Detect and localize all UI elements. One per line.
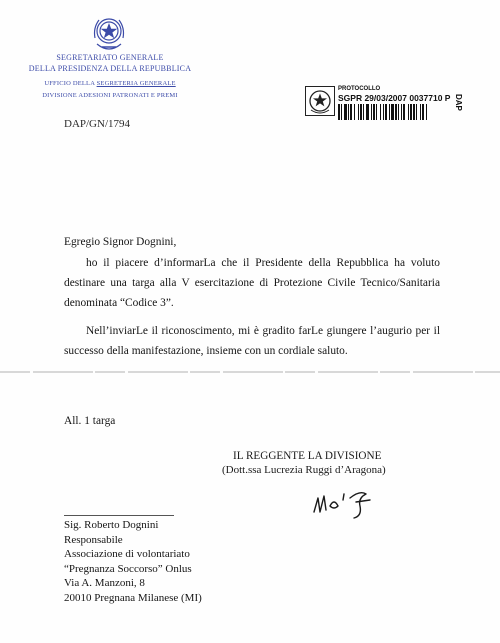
stamp-side-label: DAP [454, 94, 463, 111]
recipient-line: Via A. Manzoni, 8 [64, 577, 145, 590]
italian-republic-emblem-icon [91, 14, 127, 54]
recipient-line: Responsabile [64, 533, 123, 546]
attachment-note: All. 1 targa [64, 415, 116, 427]
divider-line [64, 515, 174, 516]
protocol-stamp [305, 84, 477, 124]
recipient-address [64, 518, 202, 606]
recipient-line: Sig. Roberto Dognini [64, 519, 159, 531]
letterhead-office-underlined: SEGRETERIA GENERALE [96, 80, 176, 87]
letterhead-office-label: UFFICIO DELLA [44, 80, 97, 87]
recipient-line: “Pregnanza Soccorso” Onlus [64, 562, 192, 575]
reference-number: DAP/GN/1794 [64, 118, 131, 130]
signatory-name: (Dott.ssa Lucrezia Ruggi d’Aragona) [222, 464, 386, 476]
letterhead-line-3 [0, 79, 220, 88]
handwritten-signature [310, 484, 376, 520]
fold-line [0, 371, 500, 373]
letterhead [0, 53, 220, 101]
letter-paragraph-1: ho il piacere d’informarLa che il Presidente della Repubblica ha voluto destinare una targa alla V esercitazione di Protezione Civile Tecnico/Sanitaria denominata “Codice 3”. [64, 257, 440, 309]
signatory-title: IL REGGENTE LA DIVISIONE [233, 450, 382, 462]
stamp-seal-icon [305, 86, 335, 116]
salutation: Egregio Signor Dognini, [64, 236, 177, 248]
letterhead-line-4: DIVISIONE ADESIONI PATRONATI E PREMI [42, 92, 178, 99]
recipient-line: Associazione di volontariato [64, 548, 190, 561]
letterhead-line-2: DELLA PRESIDENZA DELLA REPUBBLICA [28, 64, 192, 73]
recipient-line: 20010 Pregnana Milanese (MI) [64, 591, 202, 604]
letter-paragraph-2: Nell’inviarLe il riconoscimento, mi è gradito farLe giungere l’augurio per il successo della manifestazione, insieme con un cordiale saluto. [64, 325, 440, 357]
barcode-icon [338, 104, 456, 120]
stamp-protocol-code: SGPR 29/03/2007 0037710 P [338, 93, 451, 103]
stamp-label: PROTOCOLLO [338, 86, 381, 92]
letterhead-line-1: SEGRETARIATO GENERALE [56, 53, 164, 62]
